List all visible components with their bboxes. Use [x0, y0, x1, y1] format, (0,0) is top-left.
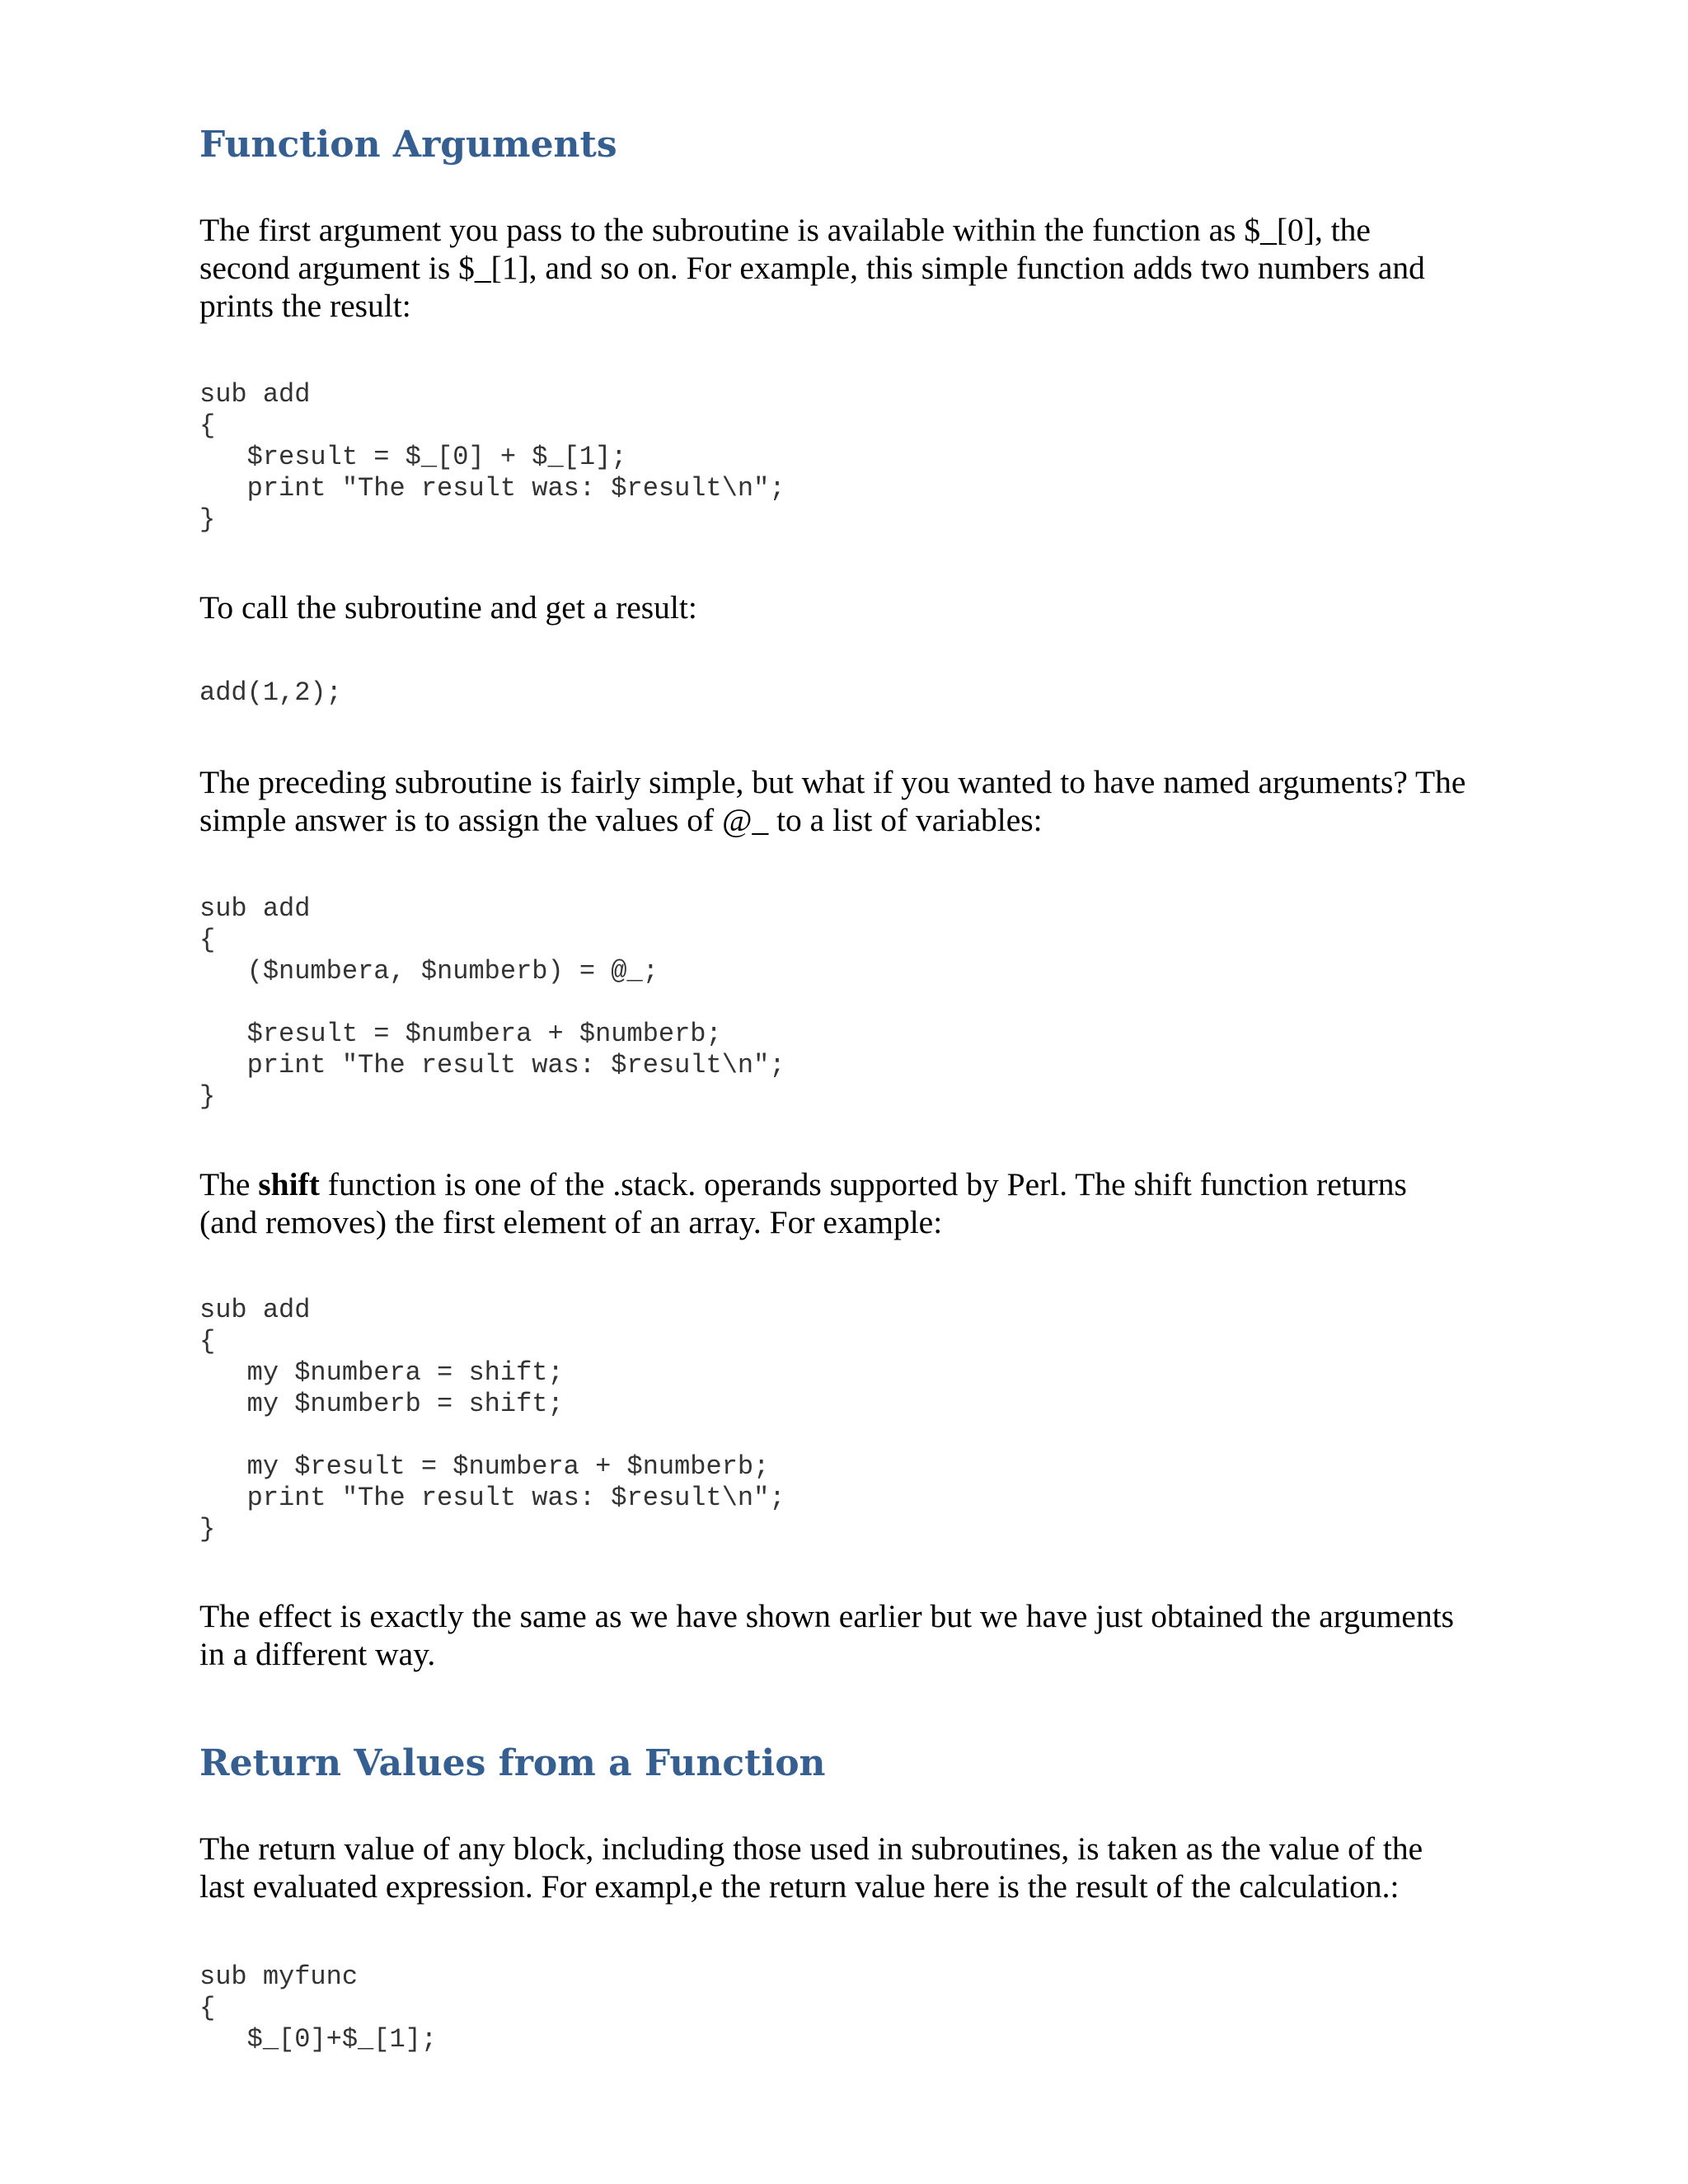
section-heading-function-arguments: Function Arguments: [199, 124, 617, 166]
paragraph-call-subroutine: To call the subroutine and get a result:: [199, 589, 697, 626]
code-block-myfunc: sub myfunc { $_[0]+$_[1];: [199, 1961, 438, 2055]
paragraph-shift-function: [199, 1165, 1407, 1241]
code-block-add-basic: sub add { $result = $_[0] + $_[1]; print "The result was: $result\n"; }: [199, 379, 785, 535]
code-block-add-call: add(1,2);: [199, 677, 342, 708]
paragraph-named-arguments: The preceding subroutine is fairly simple, but what if you wanted to have named arguments? The simple answer is to assign the values of @_ to a list of variables:: [199, 764, 1466, 838]
code-block-add-named: sub add { ($numbera, $numberb) = @_; $result = $numbera + $numberb; print "The result was: $result\n"; }: [199, 893, 785, 1112]
paragraph-return-value: The return value of any block, including those used in subroutines, is taken as the value of the last evaluated expression. For exampl,e the return value here is the result of the calculation.:: [199, 1830, 1423, 1905]
shift-text-before: The: [199, 1166, 259, 1202]
shift-keyword: shift: [258, 1166, 320, 1202]
code-block-add-shift: sub add { my $numbera = shift; my $numberb = shift; my $result = $numbera + $numberb; print "The result was: $result\n"; }: [199, 1295, 785, 1544]
section-heading-return-values: Return Values from a Function: [199, 1742, 826, 1784]
paragraph-first-argument: The first argument you pass to the subroutine is available within the function as $_[0], the second argument is $_[1], and so on. For example, this simple function adds two numbers and prints the result:: [199, 212, 1425, 324]
shift-text-after: function is one of the .stack. operands supported by Perl. The shift function returns (and removes) the first element of an array. For example:: [199, 1166, 1407, 1240]
paragraph-effect-same: The effect is exactly the same as we have shown earlier but we have just obtained the arguments in a different way.: [199, 1598, 1455, 1672]
